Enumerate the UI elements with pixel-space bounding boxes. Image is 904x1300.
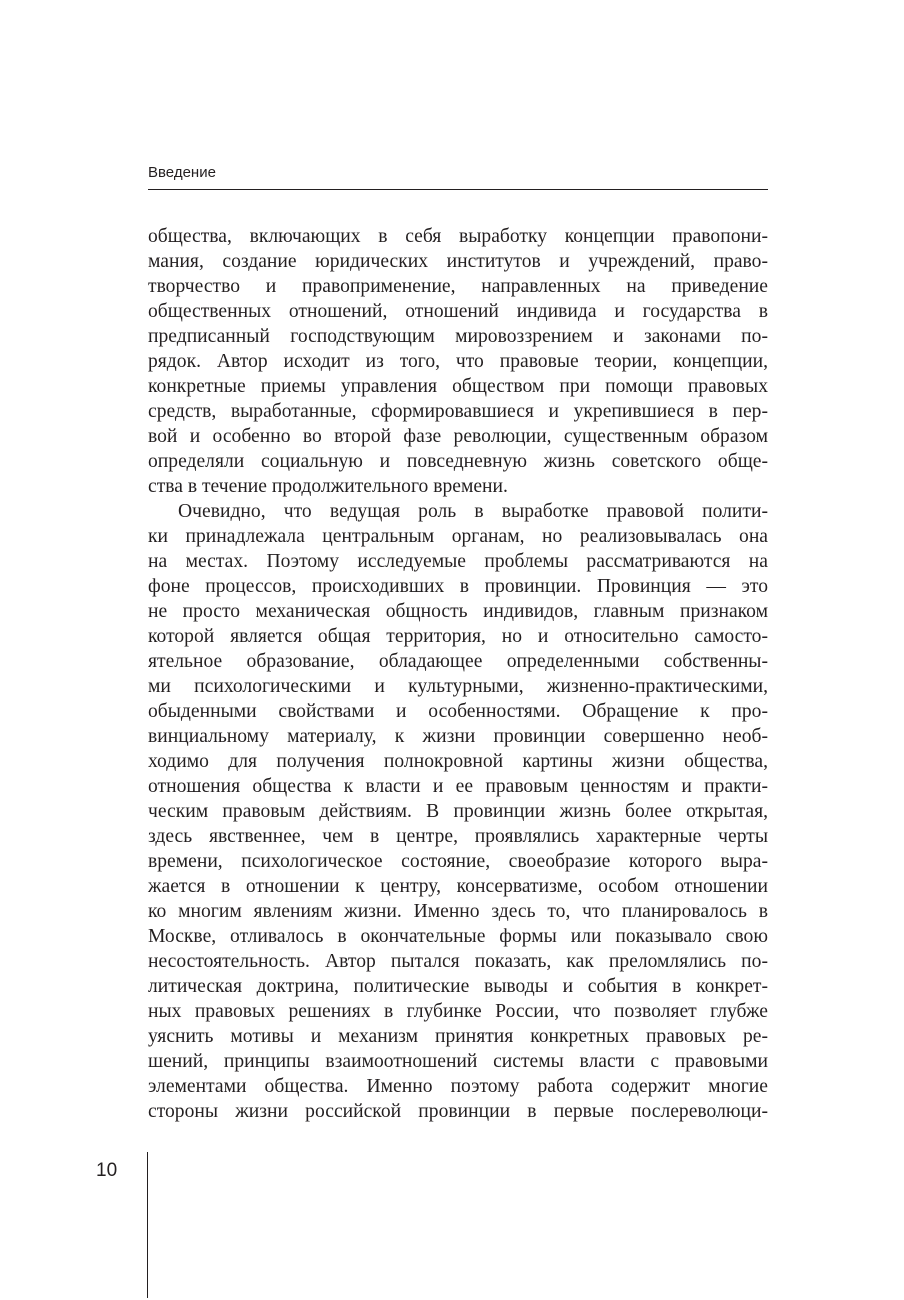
text-line: ства в течение продолжительного времени. [148,476,508,497]
text-line: литическая доктрина, политические выводы и события в конкрет- [148,976,768,997]
text-line: несостоятельность. Автор пытался показать, как преломлялись по- [148,951,768,972]
text-line: элементами общества. Именно поэтому работа содержит многие [148,1076,768,1097]
text-line: обыденными свойствами и особенностями. Обращение к про- [148,701,768,722]
text-line: ятельное образование, обладающее определенными собственны- [148,651,768,672]
paragraph-2 [148,499,768,1124]
text-line: ко многим явлениям жизни. Именно здесь то, что планировалось в [148,901,768,922]
text-line: отношения общества к власти и ее правовым ценностям и практи- [148,776,768,797]
body-text [148,224,768,1124]
text-line: фоне процессов, происходивших в провинции. Провинция — это [148,576,768,597]
text-line: мания, создание юридических институтов и учреждений, право- [148,251,768,272]
text-line: ходимо для получения полнокровной картины жизни общества, [148,751,768,772]
text-line: ческим правовым действиям. В провинции жизнь более открытая, [148,801,768,822]
text-line: средств, выработанные, сформировавшиеся и укрепившиеся в пер- [148,401,768,422]
text-line: определяли социальную и повседневную жизнь советского обще- [148,451,768,472]
text-line: общества, включающих в себя выработку концепции правопони- [148,226,768,247]
page-number: 10 [96,1160,118,1181]
text-line: Очевидно, что ведущая роль в выработке правовой полити- [178,501,768,522]
text-line: ных правовых решениях в глубинке России, что позволяет глубже [148,1001,768,1022]
text-line: Москве, отливалось в окончательные формы или показывало свою [148,926,768,947]
text-line: стороны жизни российской провинции в первые послереволюци- [148,1101,768,1122]
text-line: на местах. Поэтому исследуемые проблемы рассматриваются на [148,551,768,572]
text-line: конкретные приемы управления обществом при помощи правовых [148,376,768,397]
text-line: вой и особенно во второй фазе революции, существенным образом [148,426,768,447]
text-line: уяснить мотивы и механизм принятия конкретных правовых ре- [148,1026,768,1047]
text-line: общественных отношений, отношений индивида и государства в [148,301,768,322]
text-line: ки принадлежала центральным органам, но реализовывалась она [148,526,768,547]
text-line: предписанный господствующим мировоззрением и законами по- [148,326,768,347]
page-number-rule [147,1152,148,1298]
text-line: не просто механическая общность индивидов, главным признаком [148,601,768,622]
text-line: которой является общая территория, но и относительно самосто- [148,626,768,647]
header-rule [148,189,768,190]
paragraph-1 [148,224,768,499]
text-line: времени, психологическое состояние, своеобразие которого выра- [148,851,768,872]
text-line: здесь явственнее, чем в центре, проявлялись характерные черты [148,826,768,847]
text-line: рядок. Автор исходит из того, что правовые теории, концепции, [148,351,768,372]
text-line: винциальному материалу, к жизни провинции совершенно необ- [148,726,768,747]
text-line: жается в отношении к центру, консерватизме, особом отношении [148,876,768,897]
text-line: творчество и правоприменение, направленных на приведение [148,276,768,297]
text-line: ми психологическими и культурными, жизненно-практическими, [148,676,768,697]
running-head: Введение [148,164,216,181]
text-line: шений, принципы взаимоотношений системы власти с правовыми [148,1051,768,1072]
